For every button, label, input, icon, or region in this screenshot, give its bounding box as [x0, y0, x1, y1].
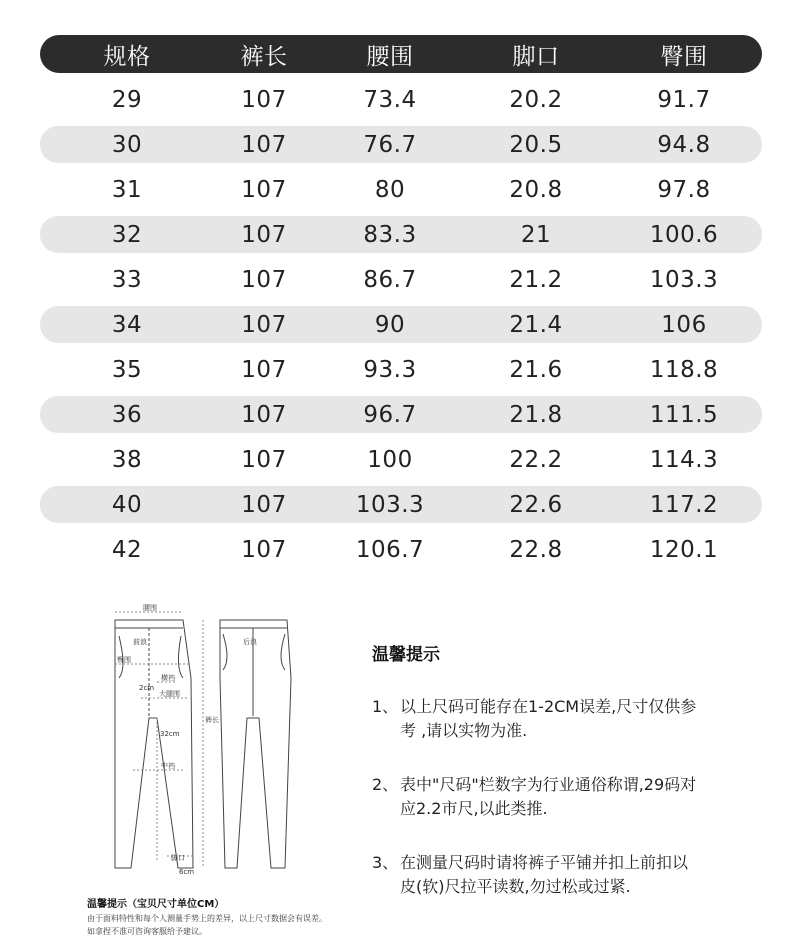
- cell-waist: 80: [374, 176, 406, 203]
- header-length: 裤长: [240, 43, 288, 70]
- cell-size: 33: [111, 266, 143, 293]
- cell-hem: 22.8: [509, 536, 563, 563]
- pants-diagram-svg: [75, 598, 345, 898]
- diagram-note-title: 温馨提示（宝贝尺寸单位CM）: [87, 899, 225, 910]
- cell-hem: 21.4: [509, 311, 563, 338]
- header-waist: 腰围: [366, 43, 414, 70]
- cell-waist: 103.3: [355, 491, 425, 518]
- cell-length: 107: [241, 176, 287, 203]
- tip-1-number: 1、: [372, 697, 399, 716]
- cell-hip: 111.5: [649, 401, 719, 428]
- cell-size: 38: [111, 446, 143, 473]
- cell-hip: 106: [661, 311, 707, 338]
- back-pocket-right: [281, 634, 285, 670]
- table-row: [40, 306, 762, 343]
- cell-waist: 73.4: [363, 86, 417, 113]
- cell-waist: 90: [374, 311, 406, 338]
- inseam-label: 32cm: [160, 730, 180, 738]
- cell-length: 107: [241, 86, 287, 113]
- cell-hip: 118.8: [649, 356, 719, 383]
- table-row: [40, 531, 762, 568]
- cell-size: 40: [111, 491, 143, 518]
- diagram-note-body: 由于面料特性和每个人测量手势上的差异，以上尺寸数据会有误差。如拿捏不准可咨询客服给予建议。: [87, 914, 327, 936]
- cell-size: 29: [111, 86, 143, 113]
- cell-hip: 117.2: [649, 491, 719, 518]
- cell-hem: 20.2: [509, 86, 563, 113]
- cell-hem: 21: [520, 221, 552, 248]
- cell-waist: 93.3: [363, 356, 417, 383]
- cell-waist: 96.7: [363, 401, 417, 428]
- size-table: [40, 35, 762, 568]
- tips-panel: [372, 640, 732, 899]
- front-rise-label: 前浪: [133, 638, 147, 646]
- back-pants-outline: [220, 620, 291, 868]
- cell-hem: 22.6: [509, 491, 563, 518]
- cell-hem: 21.2: [509, 266, 563, 293]
- hip-label: 臀围: [117, 656, 131, 664]
- front-pocket-right: [178, 636, 183, 678]
- cell-size: 42: [111, 536, 143, 563]
- table-body: [40, 81, 762, 568]
- tip-2-text: 表中"尺码"栏数字为行业通俗称谓,29码对应2.2市尺,以此类推.: [400, 775, 697, 818]
- table-row: [40, 351, 762, 388]
- tip-3-number: 3、: [372, 853, 399, 872]
- cell-length: 107: [241, 491, 287, 518]
- cell-hip: 94.8: [657, 131, 711, 158]
- cell-length: 107: [241, 446, 287, 473]
- cell-hem: 21.6: [509, 356, 563, 383]
- table-row: [40, 126, 762, 163]
- table-header: [40, 35, 762, 73]
- cell-size: 35: [111, 356, 143, 383]
- cell-waist: 83.3: [363, 221, 417, 248]
- cell-hip: 114.3: [649, 446, 719, 473]
- cell-length: 107: [241, 401, 287, 428]
- tip-3-text: 在测量尺码时请将裤子平铺并扣上前扣以皮(软)尺拉平读数,勿过松或过紧.: [400, 853, 689, 896]
- tip-1-text: 以上尺码可能存在1-2CM误差,尺寸仅供参考 ,请以实物为准.: [400, 697, 697, 740]
- cell-waist: 76.7: [363, 131, 417, 158]
- cell-length: 107: [241, 311, 287, 338]
- cell-length: 107: [241, 131, 287, 158]
- cell-hip: 97.8: [657, 176, 711, 203]
- cell-waist: 106.7: [355, 536, 425, 563]
- table-row: [40, 486, 762, 523]
- cell-size: 30: [111, 131, 143, 158]
- back-pocket-left: [223, 634, 227, 670]
- cell-hem: 20.8: [509, 176, 563, 203]
- back-rise-label: 后浪: [243, 638, 257, 646]
- cell-waist: 86.7: [363, 266, 417, 293]
- cell-size: 34: [111, 311, 143, 338]
- hem-label: 脚口: [171, 854, 185, 862]
- cell-length: 107: [241, 536, 287, 563]
- tip-2-number: 2、: [372, 775, 399, 794]
- cell-size: 31: [111, 176, 143, 203]
- cell-hem: 20.5: [509, 131, 563, 158]
- cell-size: 32: [111, 221, 143, 248]
- cell-hem: 22.2: [509, 446, 563, 473]
- cell-waist: 100: [367, 446, 413, 473]
- table-row: [40, 441, 762, 478]
- hem-offset-label: 6cm: [179, 868, 195, 876]
- knee-label: 中裆: [161, 762, 175, 770]
- waist-label: 腰围: [143, 604, 157, 612]
- measurement-diagram: [75, 598, 345, 943]
- cell-hip: 91.7: [657, 86, 711, 113]
- header-size: 规格: [103, 43, 151, 70]
- table-row: [40, 81, 762, 118]
- cell-length: 107: [241, 356, 287, 383]
- tip-1: [372, 695, 732, 743]
- cell-length: 107: [241, 266, 287, 293]
- cell-length: 107: [241, 221, 287, 248]
- header-hip: 臀围: [660, 43, 708, 70]
- tips-title: 温馨提示: [372, 645, 440, 665]
- cell-hip: 103.3: [649, 266, 719, 293]
- tip-3: [372, 851, 732, 899]
- thigh-label: 大腿围: [159, 690, 180, 698]
- table-row: [40, 171, 762, 208]
- cell-hem: 21.8: [509, 401, 563, 428]
- table-row: [40, 261, 762, 298]
- cell-hip: 120.1: [649, 536, 719, 563]
- tip-2: [372, 773, 732, 821]
- length-label: 裤长: [205, 716, 219, 724]
- crotch-label: 横裆: [161, 674, 175, 682]
- cell-size: 36: [111, 401, 143, 428]
- header-hem: 脚口: [512, 43, 560, 70]
- table-row: [40, 216, 762, 253]
- table-row: [40, 396, 762, 433]
- cell-hip: 100.6: [649, 221, 719, 248]
- top-offset-label: 2cm: [139, 684, 155, 692]
